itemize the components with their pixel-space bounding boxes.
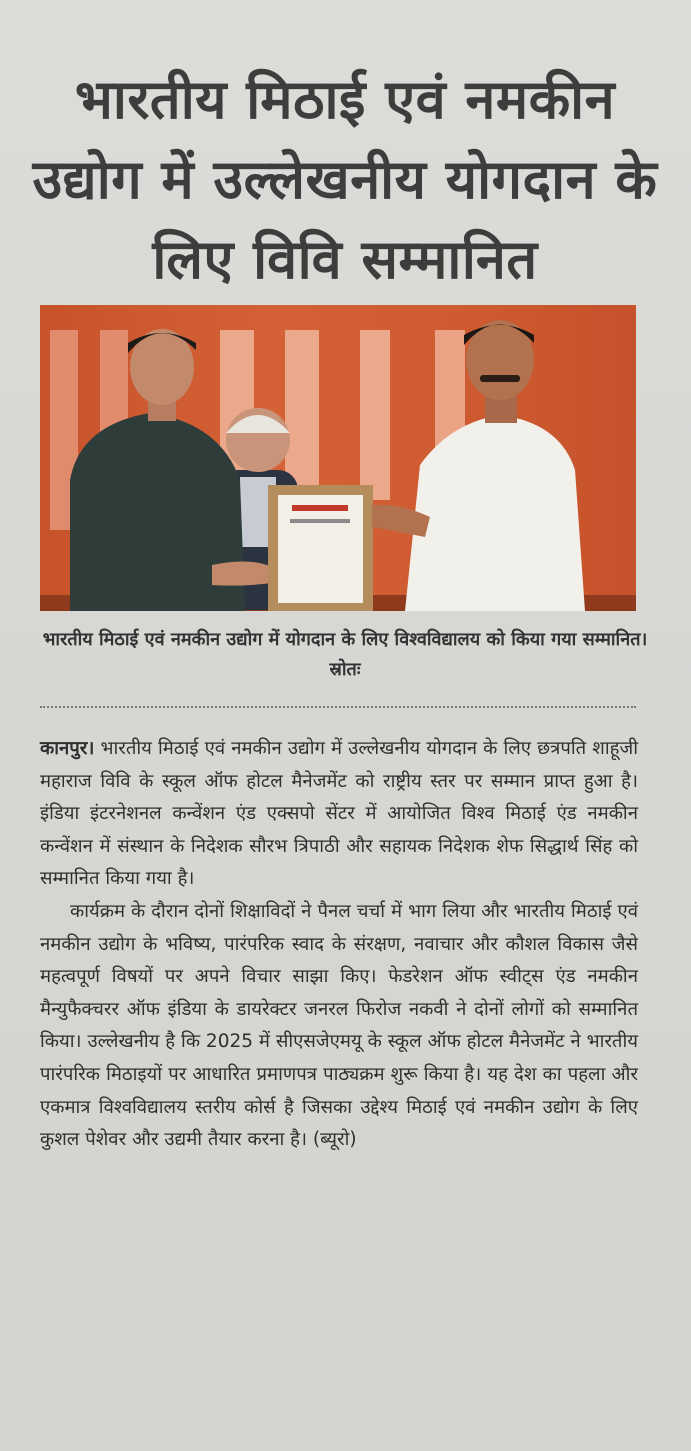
person-right: [372, 320, 585, 611]
dateline: कानपुर।: [40, 738, 95, 759]
certificate-frame: [268, 485, 373, 611]
article-paragraph-2: कार्यक्रम के दौरान दोनों शिक्षाविदों ने पैनल चर्चा में भाग लिया और भारतीय मिठाई एवं नमकीन उद्योग के भविष्य, पारंपरिक स्वाद के संरक्षण, नवाचार और कौशल विकास जैसे महत्वपूर्ण विषयों पर अपने विचार साझा किए। फेडरेशन ऑफ स्वीट्स एंड नमकीन मैन्युफैक्चरर ऑफ इंडिया के डायरेक्टर जनरल फिरोज नकवी ने दोनों लोगों को सम्मानित किया। उल्लेखनीय है कि 2025 में सीएसजेएमयू के स्कूल ऑफ होटल मैनेजमेंट ने भारतीय पारंपरिक मिठाइयों पर आधारित प्रमाणपत्र पाठ्यक्रम शुरू किया है। यह देश का पहला और एकमात्र विश्वविद्यालय स्तरीय कोर्स है जिसका उद्देश्य मिठाई एवं नमकीन उद्योग के लिए कुशल पेशेवर और उद्यमी तैयार करना है। (ब्यूरो): [40, 900, 638, 1151]
photo-caption: भारतीय मिठाई एवं नमकीन उद्योग में योगदान के लिए विश्वविद्यालय को किया गया सम्मानित। स्रोतः: [42, 629, 648, 680]
award-photo-illustration: [40, 305, 636, 611]
backdrop-letter-5: [360, 330, 390, 500]
paragraph-1-text: भारतीय मिठाई एवं नमकीन उद्योग में उल्लेखनीय योगदान के लिए छत्रपति शाहूजी महाराज विवि के स्कूल ऑफ होटल मैनेजमेंट को राष्ट्रीय स्तर पर सम्मान प्राप्त हुआ है। इंडिया इंटरनेशनल कन्वेंशन एंड एक्सपो सेंटर में आयोजित विश्व मिठाई एंड नमकीन कन्वेंशन में संस्थान के निदेशक सौरभ त्रिपाठी और सहायक निदेशक शेफ सिद्धार्थ सिंह को सम्मानित किया गया है।: [40, 738, 638, 890]
article-body: [40, 733, 638, 1157]
dotted-divider: [40, 706, 636, 708]
article-paragraph-1: [40, 733, 638, 896]
headline: भारतीय मिठाई एवं नमकीन उद्योग में उल्लेखनीय योगदान के लिए विवि सम्मानित: [32, 68, 658, 291]
award-photo: [40, 305, 636, 611]
